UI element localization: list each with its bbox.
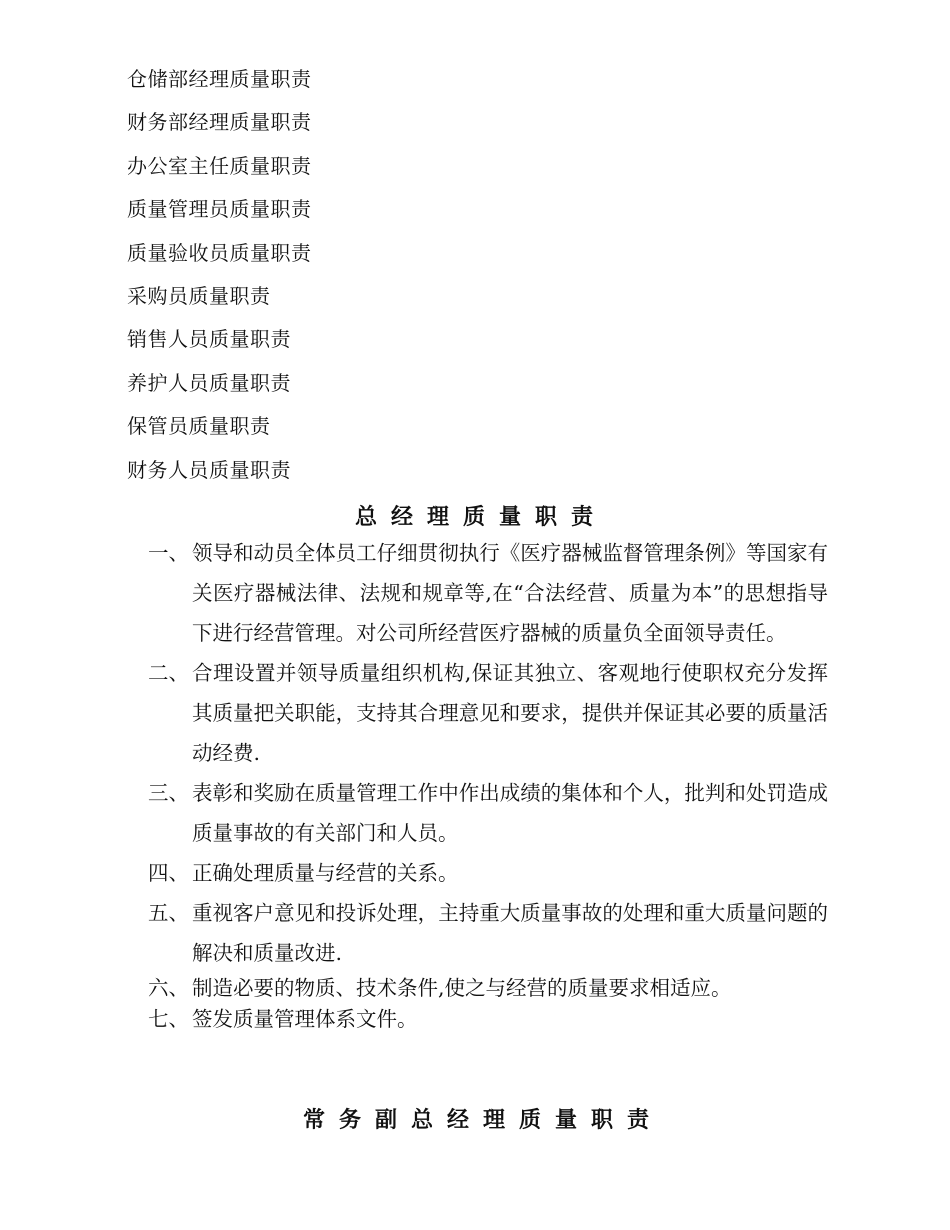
duty-text: 制造必要的物质、技术条件,使之与经营的质量要求相适应。 [192,976,732,1000]
section-title-executive-deputy-gm: 常务副总经理质量职责 [302,1107,663,1133]
duty-text: 签发质量管理体系文件。 [192,1007,418,1031]
duty-number: 四、 [148,861,189,885]
duty-item [148,893,828,973]
duty-item [148,853,828,893]
duty-text: 正确处理质量与经营的关系。 [192,861,459,885]
toc-item: 销售人员质量职责 [127,327,291,352]
duty-text: 领导和动员全体员工仔细贯彻执行《医疗器械监督管理条例》等国家有关医疗器械法律、法规和规章等,在“合法经营、质量为本”的思想指导下进行经营管理。对公司所经营医疗器械的质量负全面领导责任。 [192,541,828,645]
duty-item [148,533,828,653]
duty-number: 二、 [148,661,189,685]
duty-text: 重视客户意见和投诉处理，主持重大质量事故的处理和重大质量问题的解决和质量改进. [192,901,828,965]
toc-item: 办公室主任质量职责 [127,153,312,178]
duty-number: 三、 [148,781,189,805]
toc-item: 财务部经理质量职责 [127,110,312,135]
duty-number: 六、 [148,976,189,1000]
duty-item [148,973,828,1004]
duty-number: 七、 [148,1007,189,1031]
duty-text: 合理设置并领导质量组织机构,保证其独立、客观地行使职权充分发挥其质量把关职能，支持其合理意见和要求，提供并保证其必要的质量活动经费. [192,661,828,765]
duty-list [148,533,828,1035]
toc-item: 质量验收员质量职责 [127,240,312,265]
toc-item: 仓储部经理质量职责 [127,67,312,91]
toc-list [127,62,627,496]
duty-item [148,773,828,853]
toc-item: 保管员质量职责 [127,414,271,439]
section-title-general-manager: 总经理质量职责 [354,504,607,530]
toc-item: 采购员质量职责 [127,283,271,308]
toc-item: 质量管理员质量职责 [127,197,312,222]
toc-item: 养护人员质量职责 [127,370,291,395]
toc-item: 财务人员质量职责 [127,457,291,482]
duty-item [148,653,828,773]
duty-item [148,1004,828,1035]
duty-number: 五、 [148,901,189,925]
duty-number: 一、 [148,541,189,565]
duty-text: 表彰和奖励在质量管理工作中作出成绩的集体和个人，批判和处罚造成质量事故的有关部门和人员。 [192,781,828,845]
